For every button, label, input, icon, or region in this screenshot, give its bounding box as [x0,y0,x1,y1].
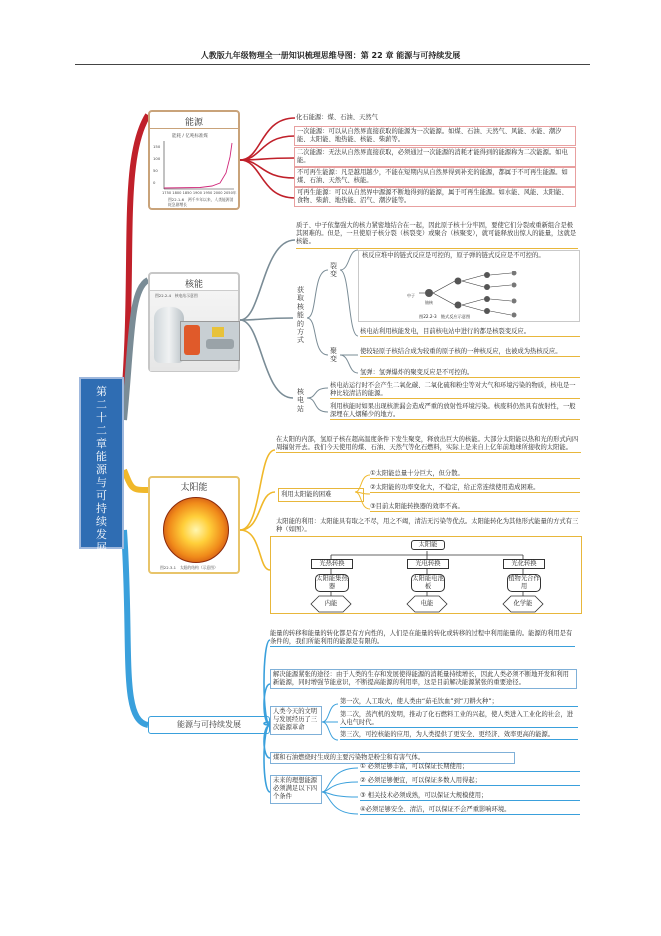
flow-internal-energy: 内能 [324,600,338,607]
sustainability-intro: 能量的转移和能量的转化都是有方向性的，人们是在能量的转化或转移的过程中利用能量的。能源的利用是有条件的，我们所能利用的能源是有限的。 [270,630,575,647]
flow-collector: 太阳能集热器 [315,574,349,592]
sun-image-caption: 图22.3-1 太阳的结构（示意图） [160,565,218,570]
solar-difficulty-1: ①太阳能总量十分巨大，但分散。 [370,470,580,479]
energy-item-4: 不可再生能源：凡是越用越少，不能在短期内从自然界得到补充的能源，都属于不可再生能源。如煤、石油、天然气、核能。 [294,167,576,187]
fusion-item-2: 氢弹：氢弹爆炸的聚变反应是不可控的。 [360,369,580,378]
solar-difficulty-3: ③目前太阳能转换器的效率不高。 [370,503,580,512]
flow-root: 太阳能 [411,540,445,550]
chain-figure-caption: 图22.2-3 链式反应示意图 [419,314,471,319]
energy-item-2: 一次能源：可以从自然界直接获取的能源为一次能源。如煤、石油、天然气、风能、水能、潮汐能、太阳能、地热能、核能、柴薪等。 [294,126,576,146]
nuclear-card [148,272,240,372]
solar-card [148,476,240,574]
future-condition-2: ② 必须足够便宜，可以保证多数人用得起； [360,777,580,786]
revolution-1: 第一次，人工取火，使人类由“茹毛饮血”到“刀耕火种”； [340,698,578,707]
sustainability-topic [148,716,270,734]
fission-label: 裂变 [330,262,337,279]
nuclear-plant-image-caption: 图22.2-4 核电站示意图 [155,293,198,298]
pollution-note: 煤和石油燃烧时生成的主要污染物是粉尘和有害气体。 [270,752,515,764]
fusion-label: 聚变 [330,347,337,364]
root-topic [79,377,124,554]
flow-photochemical: 光化转换 [503,559,545,569]
energy-chart-figure-caption: 图22.1-6 两千多年以来，人类能源消耗急剧增长 [168,197,234,207]
future-condition-1: ① 必须足够丰富，可以保证长期使用； [360,763,580,772]
fission-item-2: 核电站利用核能发电，目前核电站中进行的都是核裂变反应。 [360,328,580,337]
root-title: 第二十二章能源与可持续发展 [96,385,107,554]
flow-photosynthesis: 植物光合作用 [507,574,541,592]
sun-icon [163,497,229,563]
generator-icon [212,327,224,337]
fusion-item-1: 使较轻原子核结合成为较重的原子核的一种核反应，也被成为热核反应。 [360,348,580,357]
energy-item-3: 二次能源：无法从自然界直接获取，必须通过一次能源的消耗才能得到的能源称为二次能源。如电能。 [294,147,576,167]
flow-electric-energy: 电能 [420,600,434,607]
chain-neutron-label: 中子 [407,293,415,298]
nuclear-plant-item-2: 利用核能时如果出现核泄漏会造成严重的放射性环境污染。核废料仍然具有放射性，一般深埋在人烟稀少的地方。 [330,403,580,420]
future-energy-label: 未来的理想能源必须满足以下四个条件 [270,775,322,804]
sun-structure-image [150,493,238,575]
revolution-label: 人类今天的文明与发展经历了三次能源革命 [270,706,322,735]
page-header: 人教版九年级物理全一册知识梳理思维导图：第 22 章 能源与可持续发展 [200,51,461,60]
energy-chart [150,129,238,211]
sustainability-title: 能源与可持续发展 [177,720,241,729]
nuclear-plant-image [150,291,238,371]
solar-conversion-diagram [270,536,582,614]
energy-solution: 解决能源紧张的途径：由于人类的生存和发展使得能源的消耗量持续增长，因此人类必须不断地开发和利用新能源，同时增强节能意识，不断提高能源的利用率，这是目前解决能源紧张的重要途径。 [270,669,577,689]
energy-chart-caption: 能耗 / 亿吨标准煤 [172,134,208,139]
solar-difficulty-label: 利用太阳能的困难 [278,488,364,502]
energy-chart-xlabels: 1750 1800 1850 1900 1950 2000 2050年 [162,191,237,195]
future-condition-4: ④必须足够安全、清洁，可以保证不会严重影响环境。 [360,806,580,815]
energy-card-title: 能源 [150,115,238,129]
solar-card-title: 太阳能 [180,483,208,493]
nuclear-plant-item-1: 核电站运行时不会产生二氧化碳、二氧化硫和粉尘等对大气和环境污染的物质，核电是一种比较清洁的能源。 [330,382,580,399]
flow-chemical-energy: 化学能 [513,600,533,607]
nuclear-intro: 质子、中子依靠强大的核力紧密地结合在一起，因此原子核十分牢固，要使它们分裂或重新组合是极其困难的。但是，一旦使原子核分裂（核裂变）或聚合（核聚变），就可能释放出惊人的能量，这就是核能。 [296,222,578,249]
revolution-2: 第二次，蒸汽机的发明，推动了化石燃料工业的兴起，使人类进入工业化的社会，进入电气时代。 [340,711,578,728]
energy-card [148,110,240,210]
chain-nucleus-label: 铀核 [425,300,433,305]
energy-item-1: 化石能源：煤、石油、天然气 [296,114,378,121]
solar-usage: 太阳能的利用：太阳能具有取之不尽，用之不竭，清洁无污染等优点。太阳能转化为其他形式能量的方式有三种（如图）。 [276,518,579,534]
fission-item-1-text: 核反应堆中的链式反应是可控的，原子弹的链式反应是不可控的。 [362,252,545,259]
flow-photovoltaic: 光电转换 [407,559,449,569]
solar-intro: 在太阳的内部，氢原子核在超高温度条件下发生聚变，释放出巨大的核能。大部分太阳能以热和光的形式向四周辐射开去。我们今天使用的煤、石油、天然气等化石燃料，实际上是来自上亿年前地球所接收的太阳能。 [276,436,581,453]
flow-solar-panel: 太阳能电池板 [411,574,445,592]
revolution-3: 第三次，可控核能的应用，为人类提供了更安全、更经济、效率更高的能源。 [340,731,578,740]
reactor-core-icon [184,325,200,355]
flow-thermal: 光热转换 [311,559,353,569]
nuclear-plant-label: 核电站 [297,388,304,413]
future-condition-3: ③ 相关技术必须成熟，可以保证大规模使用； [360,792,580,801]
nuclear-card-title: 核能 [150,277,238,291]
fission-item-1 [358,250,580,322]
nuclear-method-label: 获取核能的方式 [297,286,304,345]
energy-item-5: 可再生能源：可以从自然界中源源不断地得到的能源，属于可再生能源。如水能、风能、太阳能、食物、柴薪、地热能、沼气、潮汐能等。 [294,187,576,207]
energy-chart-ylabels: 150 100 50 0 [153,144,161,185]
turbine-icon [206,339,234,349]
solar-difficulty-2: ②太阳能的功率变化大，不稳定，给正常连续使用造成困难。 [370,484,580,493]
